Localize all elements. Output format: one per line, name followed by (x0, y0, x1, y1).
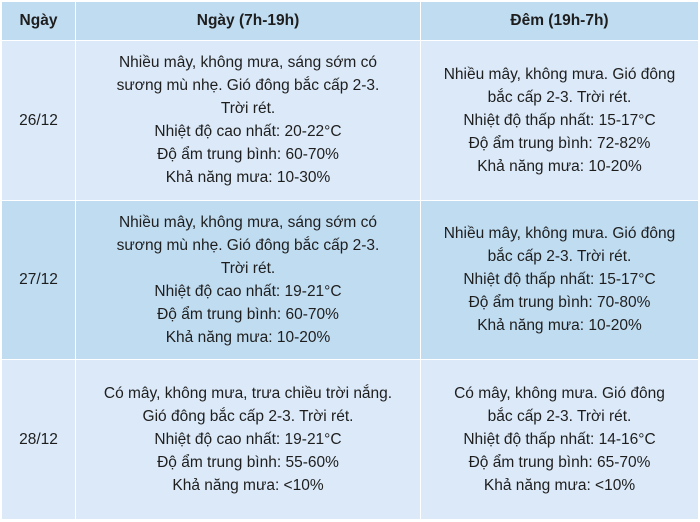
day-forecast-cell: Nhiều mây, không mưa, sáng sớm có sương mù nhẹ. Gió đông bắc cấp 2-3. Trời rét. Nhiệt độ cao nhất: 20-22°C Độ ẩm trung bình: 60-70% Khả năng mưa: 10-30% (76, 41, 421, 201)
day-forecast-cell: Có mây, không mưa, trưa chiều trời nắng. Gió đông bắc cấp 2-3. Trời rét. Nhiệt độ cao nhất: 19-21°C Độ ẩm trung bình: 55-60% Khả năng mưa: <10% (76, 360, 421, 520)
day-forecast-cell: Nhiều mây, không mưa, sáng sớm có sương mù nhẹ. Gió đông bắc cấp 2-3. Trời rét. Nhiệt độ cao nhất: 19-21°C Độ ẩm trung bình: 60-70% Khả năng mưa: 10-20% (76, 200, 421, 360)
weather-forecast-table (1, 1, 699, 520)
header-date: Ngày (2, 2, 76, 41)
header-day: Ngày (7h-19h) (76, 2, 421, 41)
date-cell: 26/12 (2, 41, 76, 201)
table-row (2, 360, 699, 520)
table-row (2, 200, 699, 360)
table-row (2, 41, 699, 201)
night-forecast-cell: Nhiều mây, không mưa. Gió đông bắc cấp 2-3. Trời rét. Nhiệt độ thấp nhất: 15-17°C Độ ẩm trung bình: 72-82% Khả năng mưa: 10-20% (421, 41, 699, 201)
night-forecast-cell: Nhiều mây, không mưa. Gió đông bắc cấp 2-3. Trời rét. Nhiệt độ thấp nhất: 15-17°C Độ ẩm trung bình: 70-80% Khả năng mưa: 10-20% (421, 200, 699, 360)
header-night: Đêm (19h-7h) (421, 2, 699, 41)
header-row (2, 2, 699, 41)
night-forecast-cell: Có mây, không mưa. Gió đông bắc cấp 2-3. Trời rét. Nhiệt độ thấp nhất: 14-16°C Độ ẩm trung bình: 65-70% Khả năng mưa: <10% (421, 360, 699, 520)
date-cell: 27/12 (2, 200, 76, 360)
date-cell: 28/12 (2, 360, 76, 520)
